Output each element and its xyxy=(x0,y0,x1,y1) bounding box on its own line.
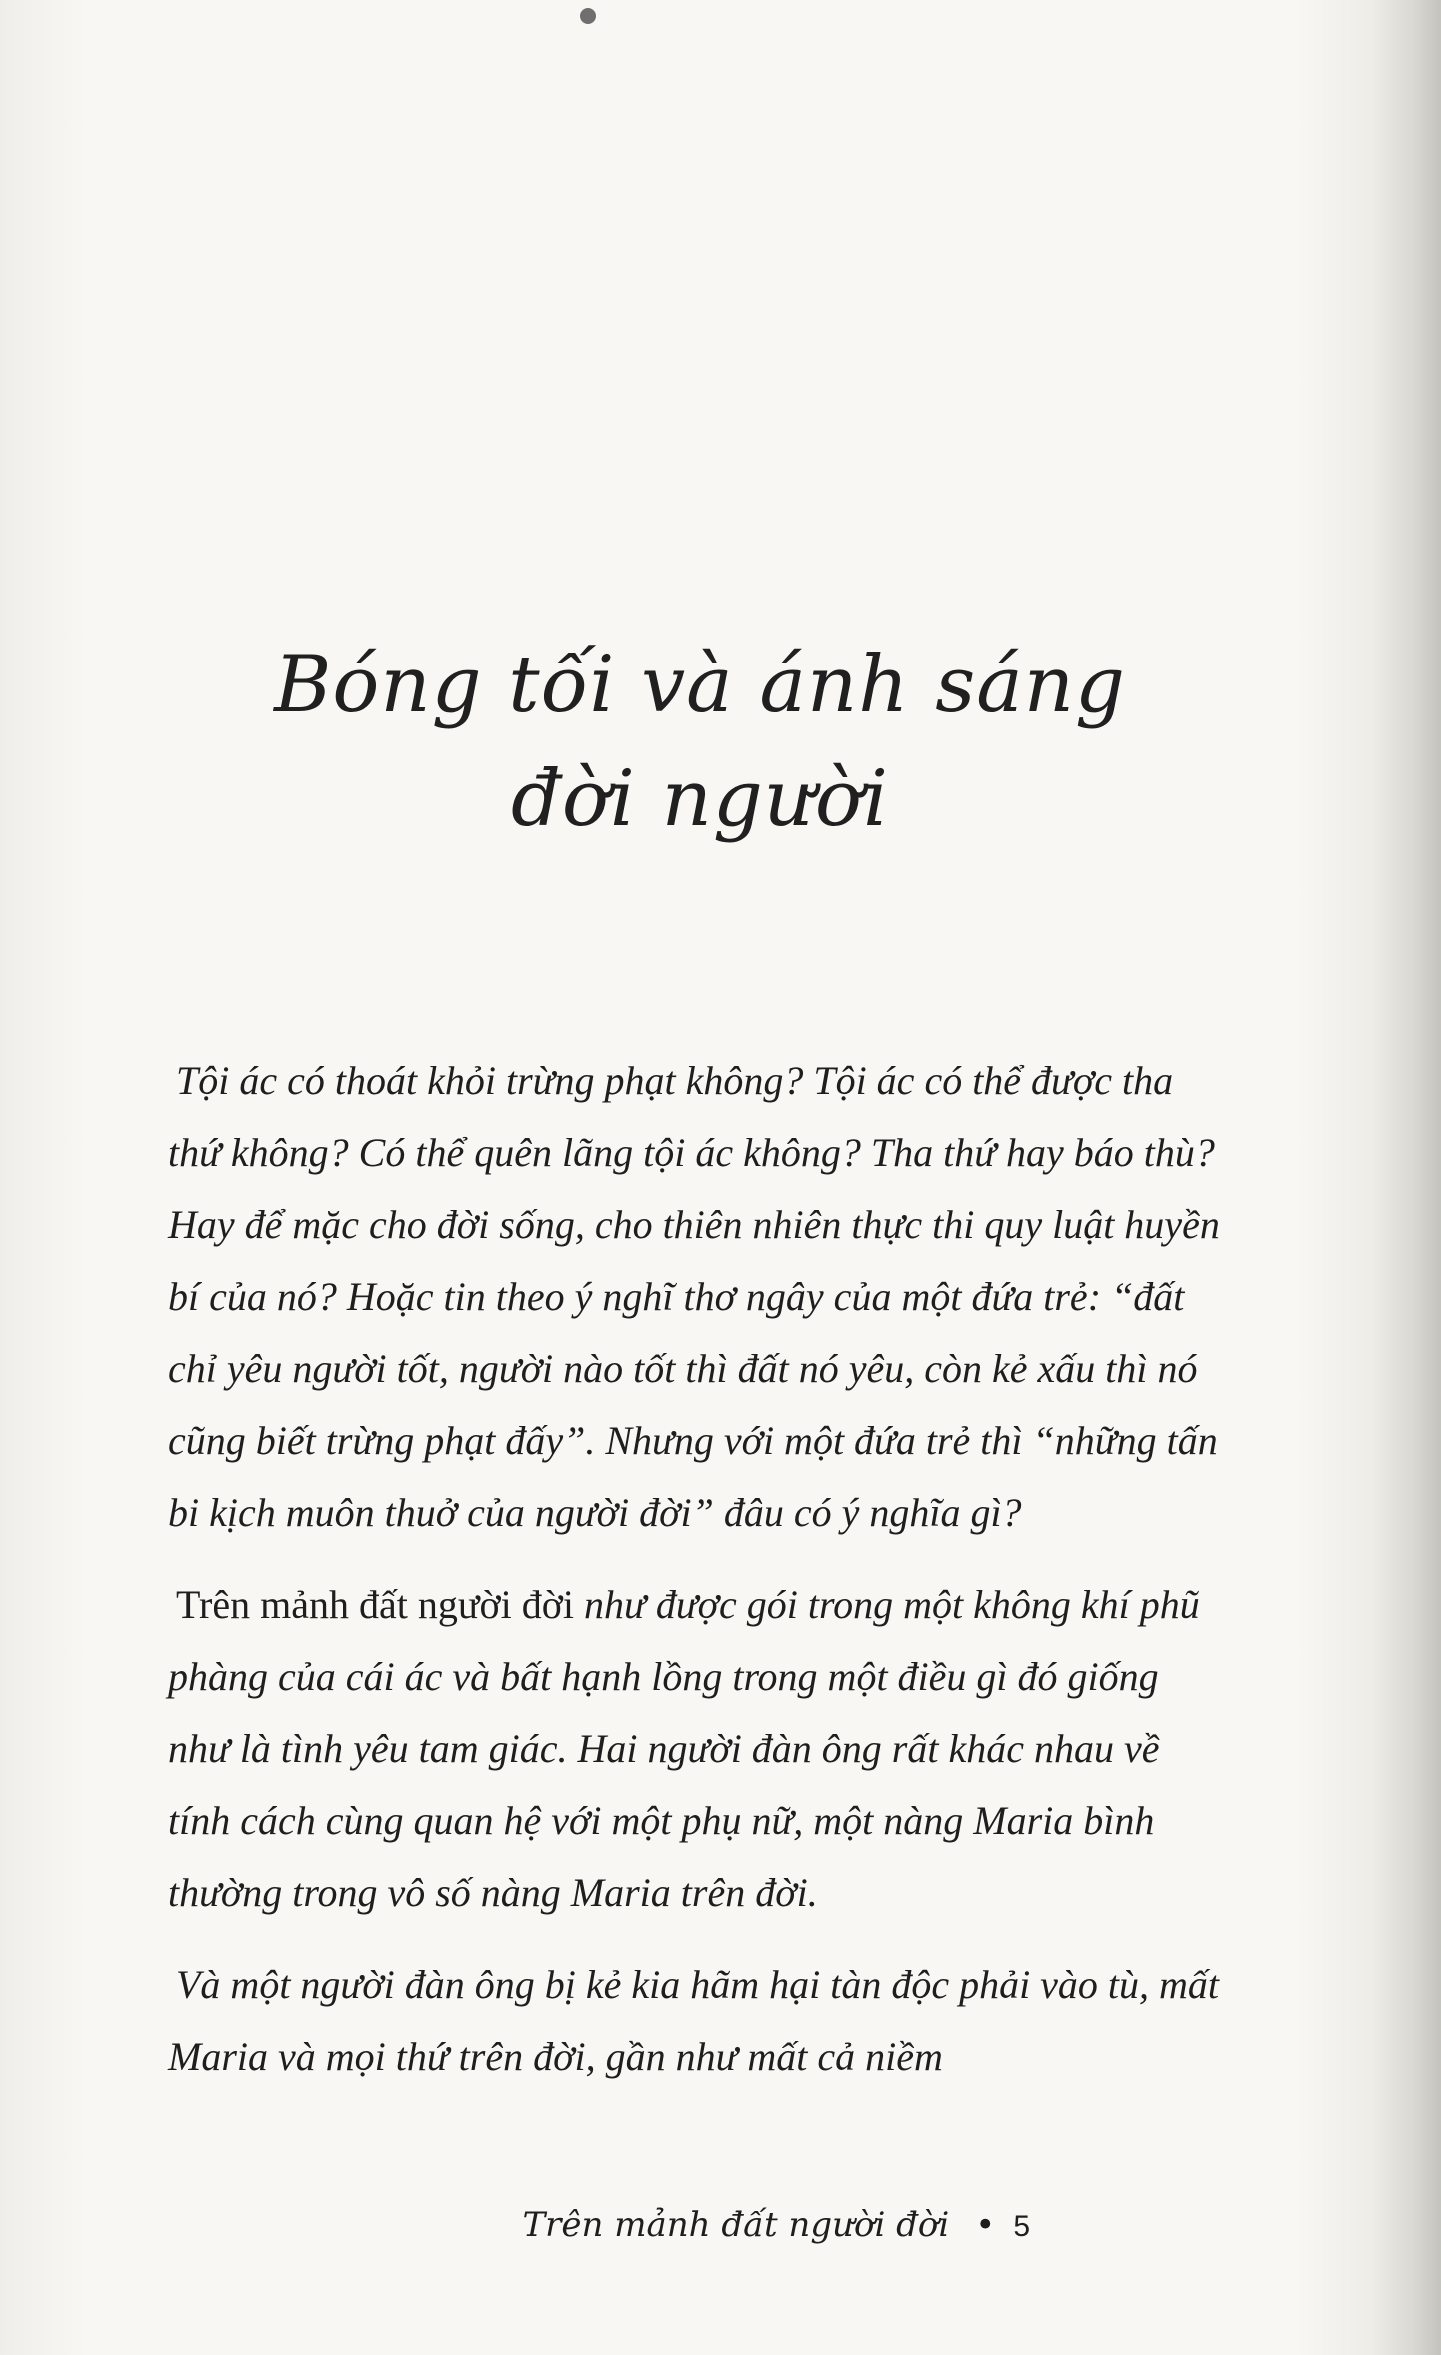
running-footer xyxy=(410,2200,1030,2252)
footer-book-title: Trên mảnh đất người đời xyxy=(522,2205,950,2245)
footer-bullet: • xyxy=(975,2205,996,2245)
chapter-title xyxy=(200,630,1200,854)
paragraph-1: Tội ác có thoát khỏi trừng phạt không? Tội ác có thể được tha thứ không? Có thể quên lãng tội ác không? Tha thứ hay báo thù? Hay để mặc cho đời sống, cho thiên nhiên thực thi quy luật huyền bí của nó? Hoặc tin theo ý nghĩ thơ ngây của một đứa trẻ: “đất chỉ yêu người tốt, người nào tốt thì đất nó yêu, còn kẻ xấu thì nó cũng biết trừng phạt đấy”. Nhưng với một đứa trẻ thì “những tấn bi kịch muôn thuở của người đời” đâu có ý nghĩa gì? xyxy=(168,1058,1220,1535)
body-text xyxy=(168,1045,1228,2113)
chapter-title-line-1: Bóng tối và ánh sáng xyxy=(274,640,1126,730)
paragraph-3: Và một người đàn ông bị kẻ kia hãm hại tàn độc phải vào tù, mất Maria và mọi thứ trên đời, gần như mất cả niềm xyxy=(168,1962,1220,2079)
page-number: 5 xyxy=(1013,2210,1030,2243)
paragraph-2-rest: như được gói trong một không khí phũ phàng của cái ác và bất hạnh lồng trong một điều gì đó giống như là tình yêu tam giác. Hai người đàn ông rất khác nhau về tính cách cùng quan hệ với một phụ nữ, một nàng Maria bình thường trong vô số nàng Maria trên đời. xyxy=(168,1582,1200,1915)
chapter-title-line-2: đời người xyxy=(511,754,889,844)
paragraph-2-lead: Trên mảnh đất người đời xyxy=(176,1582,575,1627)
page-edge-shadow xyxy=(1371,0,1441,2355)
page-dot-mark xyxy=(580,8,596,24)
paragraph-2 xyxy=(168,1569,1228,1929)
